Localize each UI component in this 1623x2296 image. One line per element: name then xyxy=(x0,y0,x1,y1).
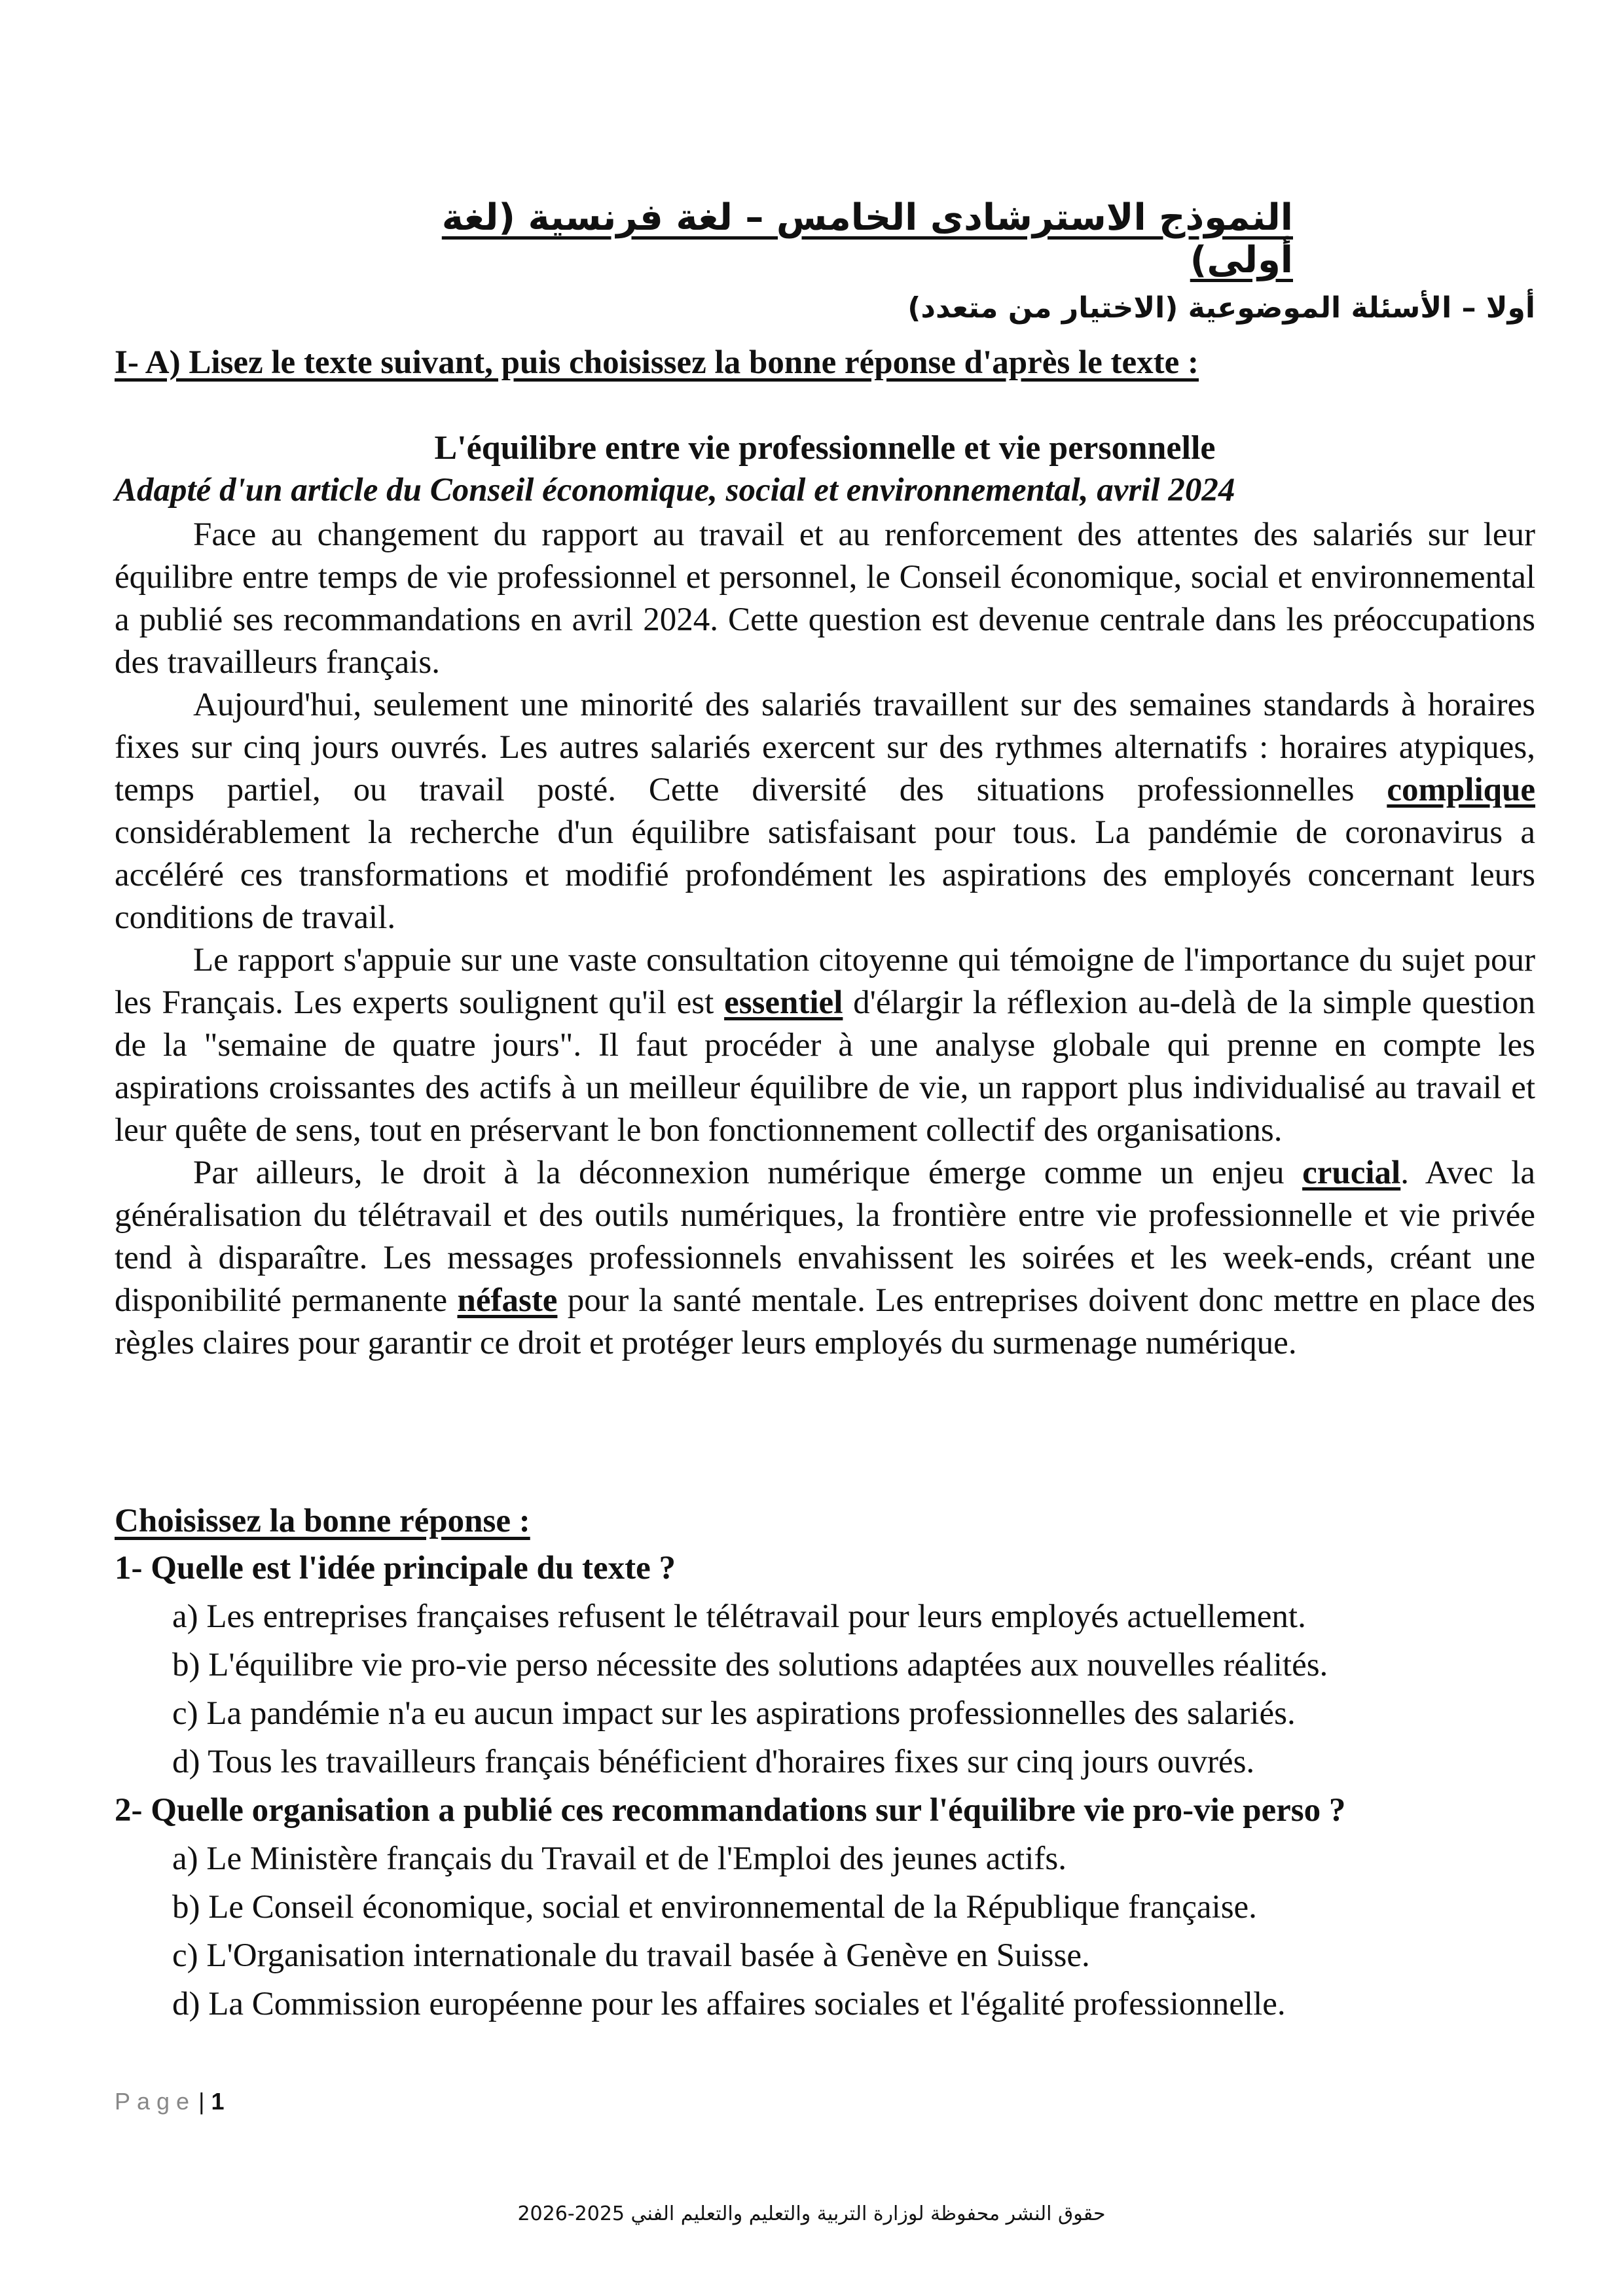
copyright-footer: حقوق النشر محفوظة لوزارة التربية والتعليم والتعليم الفني 2025-2026 xyxy=(517,2202,1106,2225)
question-2-option-b: b) Le Conseil économique, social et environnemental de la République française. xyxy=(172,1889,1257,1926)
paragraph-4-part-c: pour la santé mentale. Les entreprises doivent donc mettre en place des règles claires pour garantir ce droit et protéger leurs employés du surmenage numérique. xyxy=(115,1282,1535,1361)
paragraph-2 xyxy=(115,684,1535,939)
question-1-option-b: b) L'équilibre vie pro-vie perso nécessite des solutions adaptées aux nouvelles réalités. xyxy=(172,1647,1328,1683)
keyword-nefaste: néfaste xyxy=(457,1282,558,1319)
paragraph-1: Face au changement du rapport au travail et au renforcement des attentes des salariés sur leur équilibre entre temps de vie professionnel et personnel, le Conseil économique, social et environnemental a publié ses recommandations en avril 2024. Cette question est devenue centrale dans les préoccupations des travailleurs français. xyxy=(115,516,1535,681)
page-label: Page xyxy=(115,2088,196,2115)
paragraph-3-part-a: Le rapport s'appuie sur une vaste consultation citoyenne qui témoigne de l'importance du sujet pour les Français. Les experts soulignent qu'il est xyxy=(115,942,1535,1021)
page-number xyxy=(115,2088,224,2115)
question-2: 2- Quelle organisation a publié ces recommandations sur l'équilibre vie pro-vie perso ? xyxy=(115,1792,1346,1829)
keyword-essentiel: essentiel xyxy=(724,984,843,1021)
reading-instruction: I- A) Lisez le texte suivant, puis choisissez la bonne réponse d'après le texte : xyxy=(115,344,1199,381)
question-2-option-d: d) La Commission européenne pour les affaires sociales et l'égalité professionnelle. xyxy=(172,1986,1286,2022)
keyword-crucial: crucial xyxy=(1302,1155,1401,1191)
question-2-option-c: c) L'Organisation internationale du travail basée à Genève en Suisse. xyxy=(172,1937,1090,1974)
paragraph-2-part-b: considérablement la recherche d'un équilibre satisfaisant pour tous. La pandémie de coronavirus a accéléré ces transformations et modifié profondément les aspirations des employés concernant leurs conditions de travail. xyxy=(115,814,1535,936)
section-subtitle: أولا – الأسئلة الموضوعية (الاختيار من متعدد) xyxy=(907,291,1535,325)
text-title: L'équilibre entre vie professionnelle et vie personnelle xyxy=(434,429,1216,467)
paragraph-3 xyxy=(115,939,1535,1152)
reading-text xyxy=(115,514,1535,1365)
paragraph-4-part-b: . Avec la généralisation du télétravail et des outils numériques, la frontière entre vie professionnelle et vie privée tend à disparaître. Les messages professionnels envahissent les soirées et les week-ends, créant une disponibilité permanente xyxy=(115,1155,1535,1319)
choose-heading: Choisissez la bonne réponse : xyxy=(115,1503,530,1539)
question-list xyxy=(115,1548,1555,2032)
paragraph-4 xyxy=(115,1152,1535,1365)
question-1-option-a: a) Les entreprises françaises refusent le télétravail pour leurs employés actuellement. xyxy=(172,1598,1306,1635)
page-number-value: 1 xyxy=(211,2088,225,2115)
exam-title: النموذج الاسترشادى الخامس – لغة فرنسية (لغة أولى) xyxy=(441,196,1293,281)
page-separator: | xyxy=(198,2088,205,2115)
keyword-complique: complique xyxy=(1387,772,1535,808)
question-1: 1- Quelle est l'idée principale du texte ? xyxy=(115,1550,676,1587)
question-2-option-a: a) Le Ministère français du Travail et de l'Emploi des jeunes actifs. xyxy=(172,1840,1067,1877)
question-1-option-c: c) La pandémie n'a eu aucun impact sur les aspirations professionnelles des salariés. xyxy=(172,1695,1296,1732)
question-1-option-d: d) Tous les travailleurs français bénéficient d'horaires fixes sur cinq jours ouvrés. xyxy=(172,1744,1255,1780)
paragraph-3-part-b: d'élargir la réflexion au-delà de la simple question de la "semaine de quatre jours". Il faut procéder à une analyse globale qui prenne en compte les aspirations croissantes des actifs à un meilleur équilibre de vie, un rapport plus individualisé au travail et leur quête de sens, tout en préservant le bon fonctionnement collectif des organisations. xyxy=(115,984,1535,1149)
paragraph-4-part-a: Par ailleurs, le droit à la déconnexion numérique émerge comme un enjeu xyxy=(193,1155,1303,1191)
paragraph-2-part-a: Aujourd'hui, seulement une minorité des salariés travaillent sur des semaines standards à horaires fixes sur cinq jours ouvrés. Les autres salariés exercent sur des rythmes alternatifs : horaires atypiques, temps partiel, ou travail posté. Cette diversité des situations professionnelles xyxy=(115,687,1535,808)
text-source: Adapté d'un article du Conseil économique, social et environnemental, avril 2024 xyxy=(115,472,1235,509)
